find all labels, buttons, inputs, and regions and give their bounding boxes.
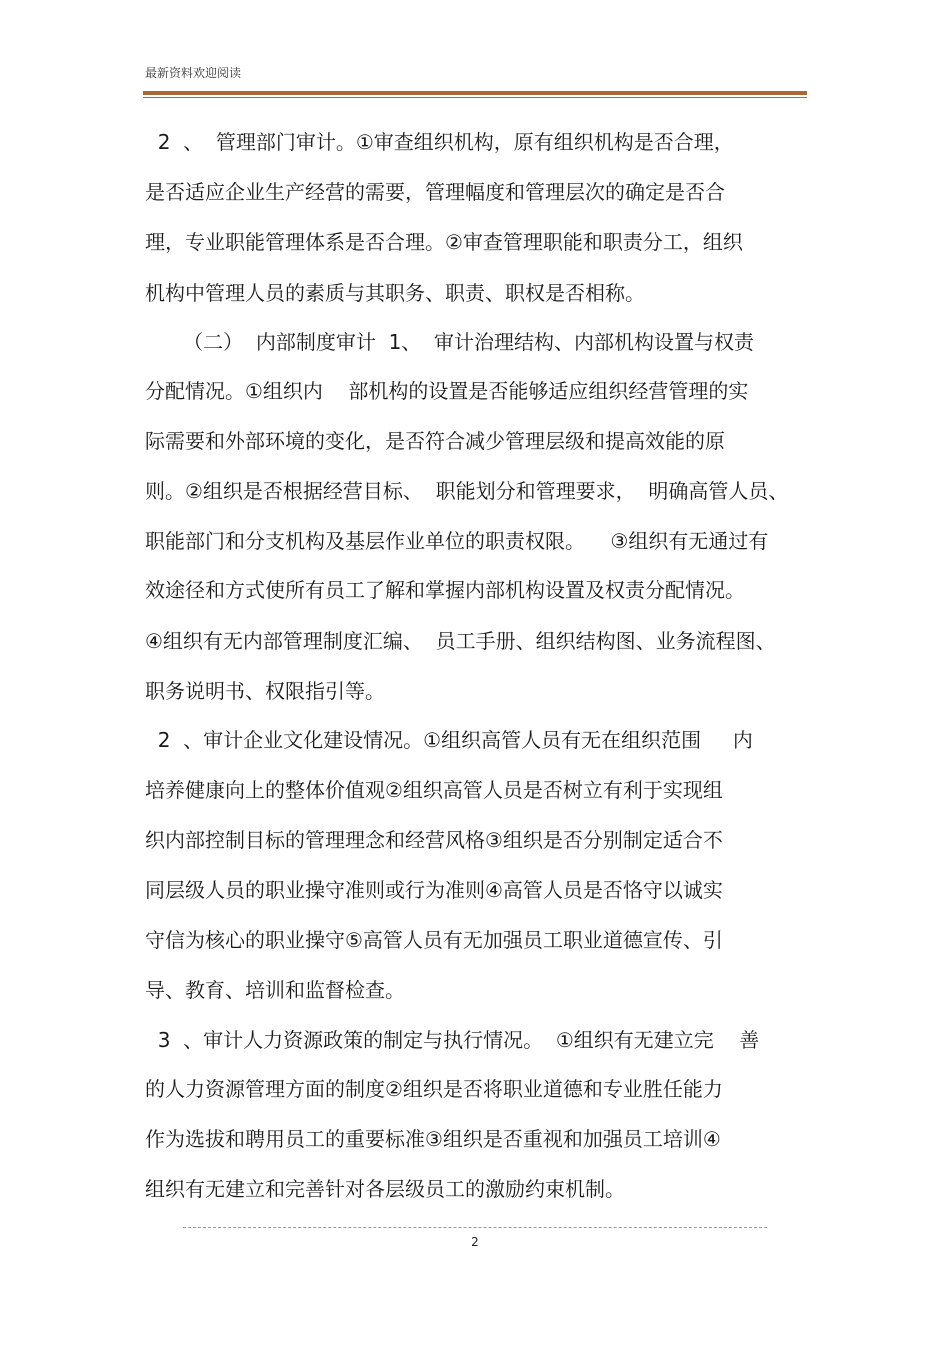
body-line: 培养健康向上的整体价值观②组织高管人员是否树立有利于实现组	[145, 778, 723, 802]
header-divider-thick	[143, 91, 807, 95]
body-line: ④组织有无内部管理制度汇编、 员工手册、组织结构图、业务流程图、	[145, 629, 776, 653]
body-line: 组织有无建立和完善针对各层级员工的激励约束机制。	[145, 1177, 625, 1201]
body-line: 守信为核心的职业操守⑤高管人员有无加强员工职业道德宣传、引	[145, 928, 723, 952]
footer-divider	[183, 1227, 767, 1228]
body-line: 职务说明书、权限指引等。	[145, 679, 385, 703]
body-line: 分配情况。①组织内 部机构的设置是否能够适应组织经营管理的实	[145, 379, 749, 403]
page-number: 2	[471, 1235, 479, 1249]
body-line: 作为选拔和聘用员工的重要标准③组织是否重视和加强员工培训④	[145, 1127, 721, 1151]
body-line: 3 、审计人力资源政策的制定与执行情况。 ①组织有无建立完 善	[145, 1028, 760, 1052]
body-line: 职能部门和分支机构及基层作业单位的职责权限。 ③组织有无通过有	[145, 529, 769, 553]
body-line: 际需要和外部环境的变化，是否符合减少管理层级和提高效能的原	[145, 429, 725, 453]
body-line: （二） 内部制度审计 1、 审计治理结构、内部机构设置与权责	[145, 330, 755, 354]
header-divider-thin	[143, 97, 807, 98]
body-line: 同层级人员的职业操守准则或行为准则④高管人员是否恪守以诚实	[145, 878, 723, 902]
body-line: 则。②组织是否根据经营目标、 职能划分和管理要求， 明确高管人员、	[145, 479, 789, 503]
body-line: 2 、审计企业文化建设情况。①组织高管人员有无在组织范围 内	[145, 728, 753, 752]
body-line: 理，专业职能管理体系是否合理。②审查管理职能和职责分工，组织	[145, 230, 743, 254]
header-title: 最新资料欢迎阅读	[145, 66, 242, 80]
body-line: 2 、 管理部门审计。①审查组织机构，原有组织机构是否合理，	[145, 130, 734, 154]
body-line: 机构中管理人员的素质与其职务、职责、职权是否相称。	[145, 281, 645, 305]
body-line: 织内部控制目标的管理理念和经营风格③组织是否分别制定适合不	[145, 828, 723, 852]
body-line: 的人力资源管理方面的制度②组织是否将职业道德和专业胜任能力	[145, 1077, 723, 1101]
body-line: 效途径和方式使所有员工了解和掌握内部机构设置及权责分配情况。	[145, 578, 745, 602]
body-line: 是否适应企业生产经营的需要，管理幅度和管理层次的确定是否合	[145, 180, 725, 204]
body-line: 导、教育、培训和监督检查。	[145, 978, 405, 1002]
